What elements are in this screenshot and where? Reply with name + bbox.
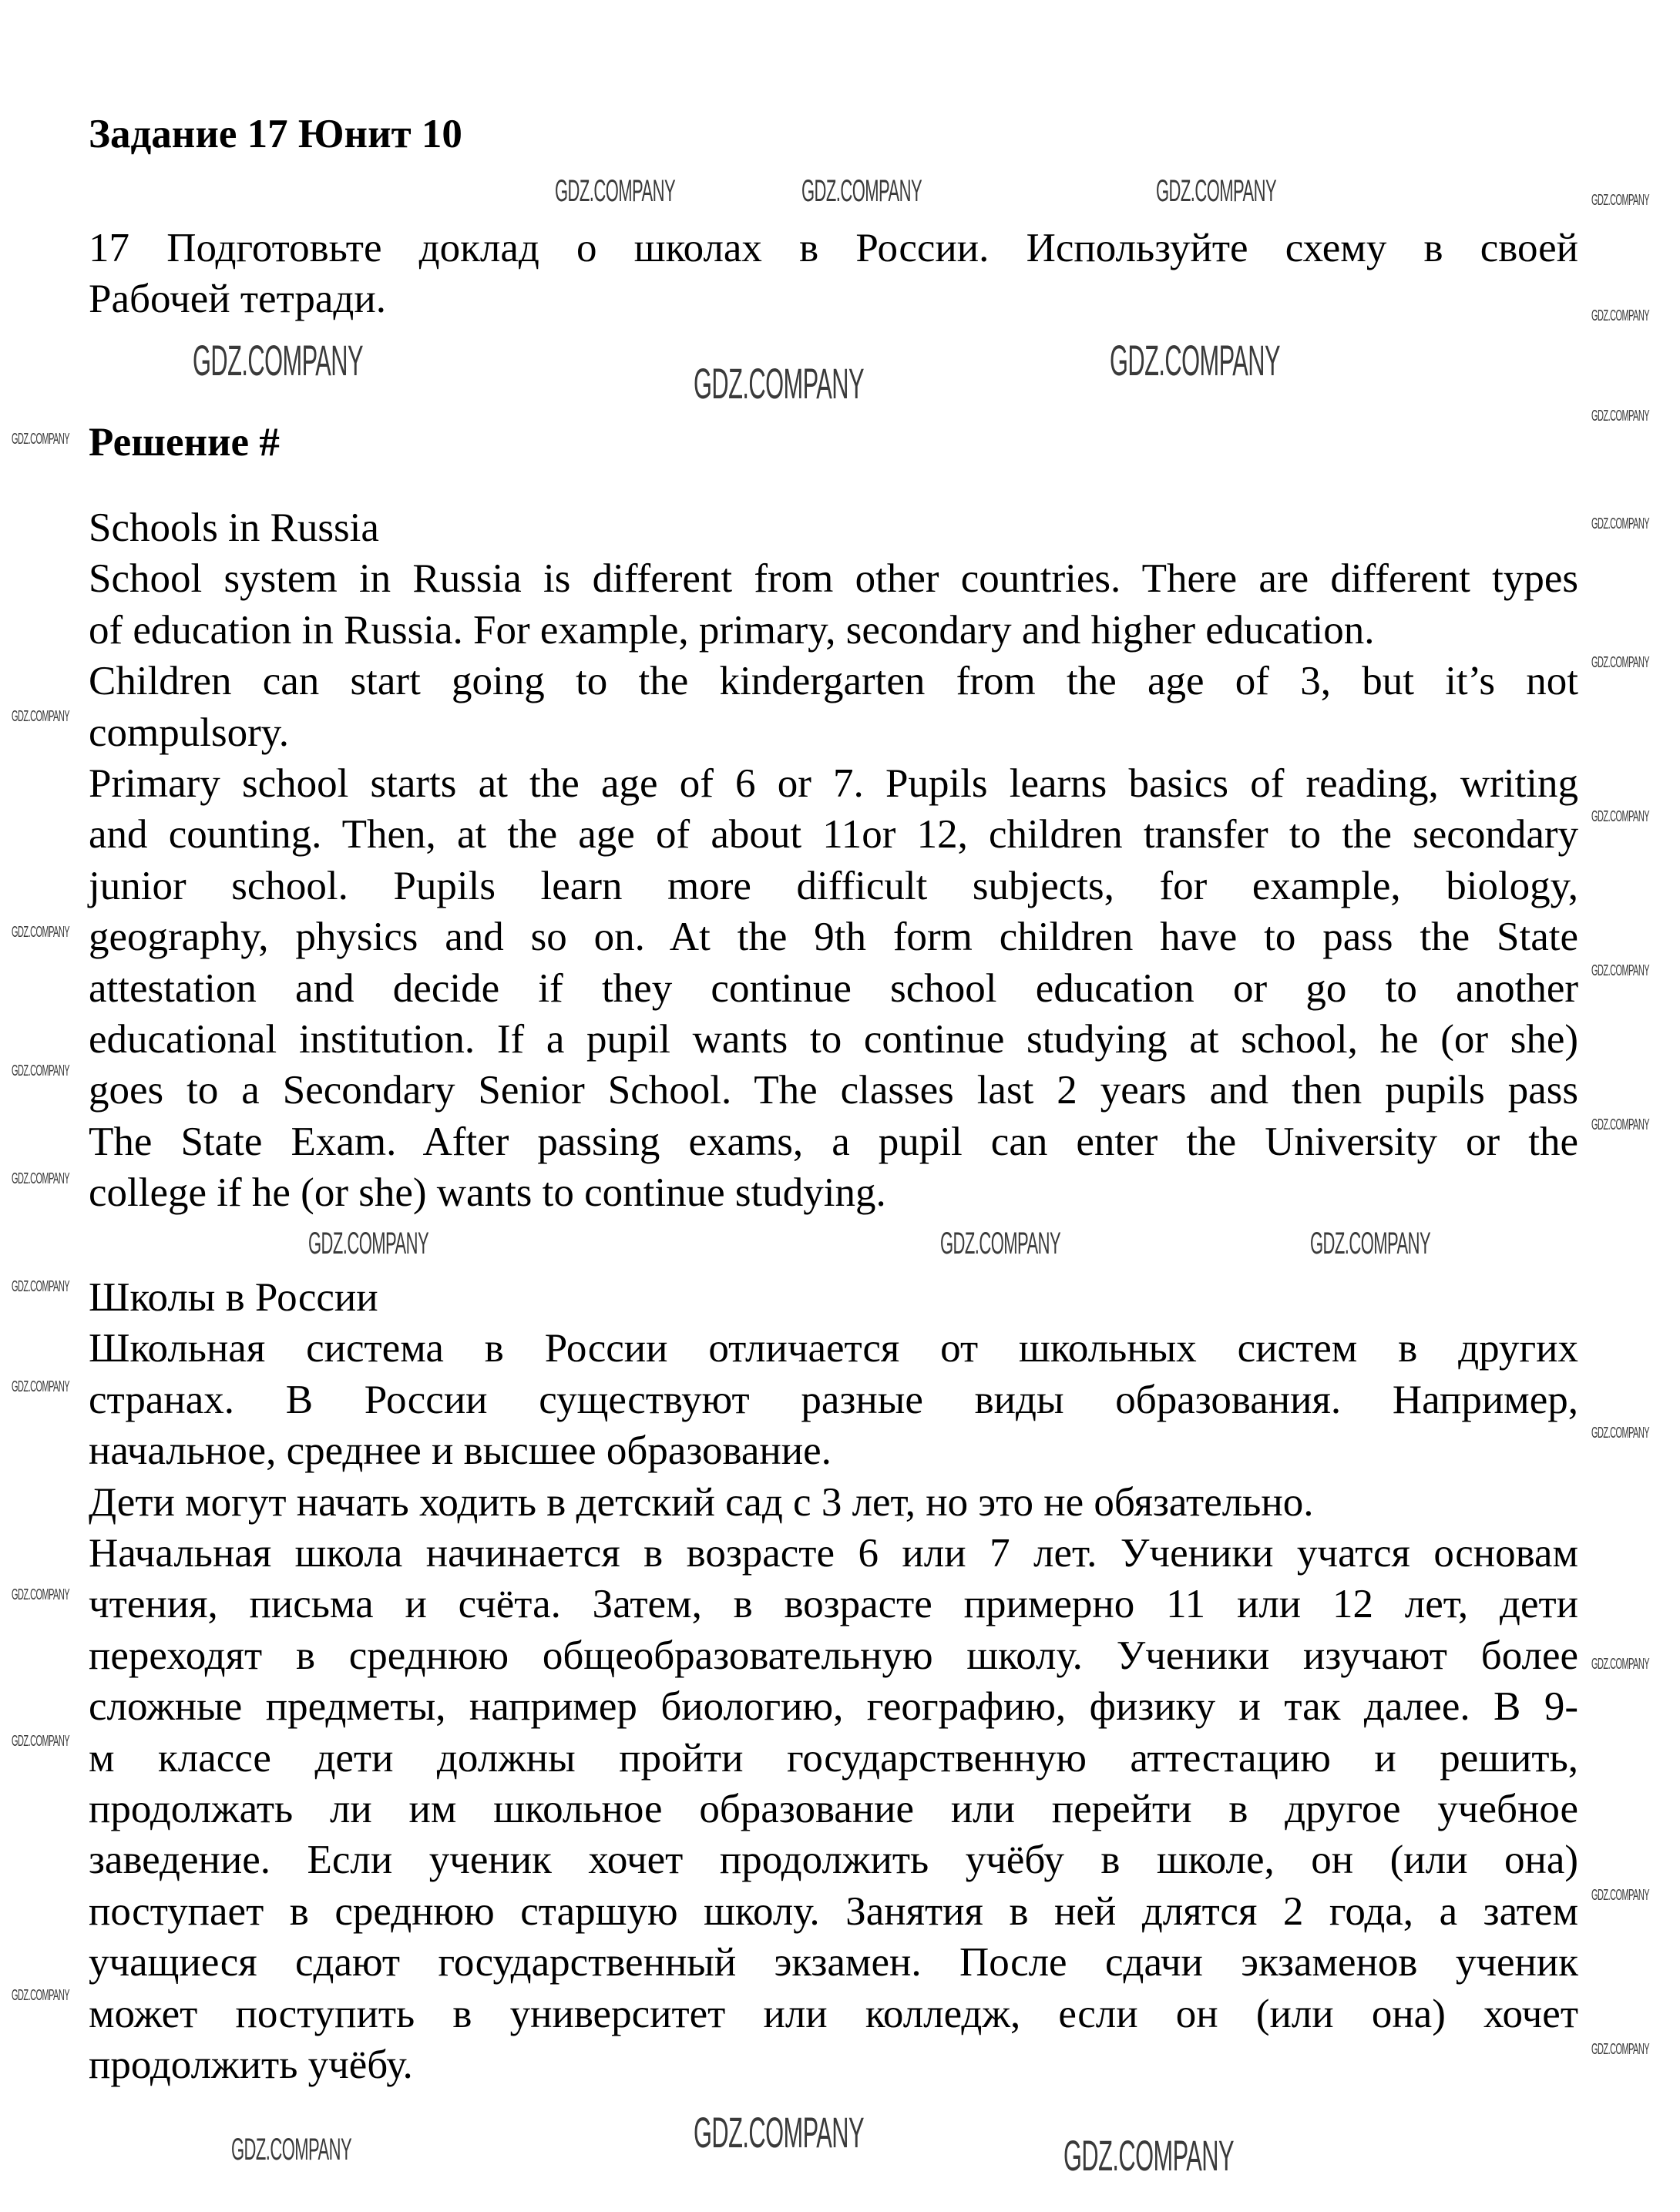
- english-text-line: Children can start going to the kindergarten from the age of 3, but it’s not: [89, 659, 1578, 704]
- watermark: GDZ.COMPANY: [12, 1278, 70, 1295]
- russian-text-line: продолжить учёбу.: [89, 2042, 413, 2088]
- english-text-line: Primary school starts at the age of 6 or 7. Pupils learns basics of reading, writing: [89, 761, 1578, 807]
- russian-text-line: Дети могут начать ходить в детский сад с 3 лет, но это не обязательно.: [89, 1479, 1314, 1525]
- watermark: GDZ.COMPANY: [12, 708, 70, 725]
- watermark: GDZ.COMPANY: [1591, 1887, 1650, 1904]
- russian-text-line: Школьная система в России отличается от школьных систем в других: [89, 1326, 1578, 1371]
- english-text-line: The State Exam. After passing exams, a pupil can enter the University or the: [89, 1119, 1578, 1164]
- russian-text-line: странах. В России существуют разные виды образования. Например,: [89, 1377, 1578, 1422]
- english-text-line: of education in Russia. For example, primary, secondary and higher education.: [89, 607, 1375, 653]
- watermark: GDZ.COMPANY: [231, 2133, 352, 2167]
- watermark: GDZ.COMPANY: [193, 336, 363, 384]
- russian-text-line: Начальная школа начинается в возрасте 6 или 7 лет. Ученики учатся основам: [89, 1531, 1578, 1576]
- russian-section: [89, 1272, 1578, 2091]
- russian-text-line: учащиеся сдают государственный экзамен. После сдачи экзаменов ученик: [89, 1940, 1578, 1985]
- english-text-line: goes to a Secondary Senior School. The classes last 2 years and then pupils pass: [89, 1068, 1578, 1113]
- watermark: GDZ.COMPANY: [1591, 307, 1650, 324]
- russian-text-line: поступает в среднюю старшую школу. Занятия в ней длятся 2 года, а затем: [89, 1888, 1578, 1934]
- watermark: GDZ.COMPANY: [1591, 192, 1650, 209]
- english-text-line: and counting. Then, at the age of about 11or 12, children transfer to the secondary: [89, 812, 1578, 858]
- watermark: GDZ.COMPANY: [12, 1170, 70, 1187]
- watermark: GDZ.COMPANY: [1591, 2041, 1650, 2058]
- task-line: 17 Подготовьте доклад о школах в России. Используйте схему в своей: [89, 226, 1578, 270]
- task-text: [89, 223, 1578, 325]
- russian-title: Школы в России: [89, 1275, 378, 1320]
- english-text-line: compulsory.: [89, 710, 290, 755]
- english-text-line: attestation and decide if they continue school education or go to another: [89, 965, 1578, 1011]
- russian-text-line: продолжать ли им школьное образование или перейти в другое учебное: [89, 1787, 1578, 1832]
- watermark: GDZ.COMPANY: [1110, 336, 1280, 384]
- watermark: GDZ.COMPANY: [1156, 174, 1277, 208]
- watermark: GDZ.COMPANY: [1591, 1116, 1650, 1133]
- watermark: GDZ.COMPANY: [12, 1062, 70, 1079]
- watermark: GDZ.COMPANY: [12, 431, 70, 448]
- english-section: [89, 502, 1578, 1219]
- russian-text-line: может поступить в университет или колледж, если он (или она) хочет: [89, 1991, 1578, 2036]
- watermark: GDZ.COMPANY: [12, 1378, 70, 1395]
- watermark: GDZ.COMPANY: [1063, 2131, 1234, 2180]
- watermark: GDZ.COMPANY: [1591, 1656, 1650, 1673]
- russian-text-line: чтения, письма и счёта. Затем, в возрасте примерно 11 или 12 лет, дети: [89, 1582, 1578, 1627]
- watermark: GDZ.COMPANY: [1591, 654, 1650, 671]
- watermark: GDZ.COMPANY: [940, 1227, 1061, 1260]
- english-text-line: educational institution. If a pupil wants to continue studying at school, he (or she): [89, 1017, 1578, 1062]
- watermark: GDZ.COMPANY: [12, 924, 70, 941]
- watermark: GDZ.COMPANY: [12, 1987, 70, 2004]
- page-title: Задание 17 Юнит 10: [89, 112, 462, 156]
- russian-text-line: начальное, среднее и высшее образование.: [89, 1428, 832, 1474]
- russian-text-line: заведение. Если ученик хочет продолжить учёбу в школе, он (или она): [89, 1838, 1578, 1883]
- watermark: GDZ.COMPANY: [1591, 515, 1650, 532]
- watermark: GDZ.COMPANY: [12, 1586, 70, 1603]
- watermark: GDZ.COMPANY: [12, 1733, 70, 1750]
- watermark: GDZ.COMPANY: [1591, 962, 1650, 979]
- english-text-line: School system in Russia is different from other countries. There are different types: [89, 556, 1578, 602]
- russian-text-line: переходят в среднюю общеобразовательную школу. Ученики изучают более: [89, 1633, 1578, 1678]
- watermark: GDZ.COMPANY: [555, 174, 676, 208]
- watermark: GDZ.COMPANY: [1591, 1425, 1650, 1442]
- english-text-line: geography, physics and so on. At the 9th form children have to pass the State: [89, 915, 1578, 960]
- watermark: GDZ.COMPANY: [308, 1227, 429, 1260]
- watermark: GDZ.COMPANY: [1591, 408, 1650, 425]
- watermark: GDZ.COMPANY: [694, 2108, 864, 2157]
- watermark: GDZ.COMPANY: [1591, 808, 1650, 825]
- russian-text-line: сложные предметы, например биологию, географию, физику и так далее. В 9-: [89, 1684, 1578, 1730]
- english-text-line: college if he (or she) wants to continue studying.: [89, 1170, 886, 1216]
- watermark: GDZ.COMPANY: [1310, 1227, 1431, 1260]
- english-text-line: junior school. Pupils learn more difficult subjects, for example, biology,: [89, 863, 1578, 908]
- solution-heading: Решение #: [89, 420, 280, 465]
- watermark: GDZ.COMPANY: [801, 174, 922, 208]
- russian-text-line: м классе дети должны пройти государственную аттестацию и решить,: [89, 1735, 1578, 1781]
- watermark: GDZ.COMPANY: [694, 359, 864, 408]
- task-line: Рабочей тетради.: [89, 277, 386, 322]
- english-title: Schools in Russia: [89, 505, 379, 550]
